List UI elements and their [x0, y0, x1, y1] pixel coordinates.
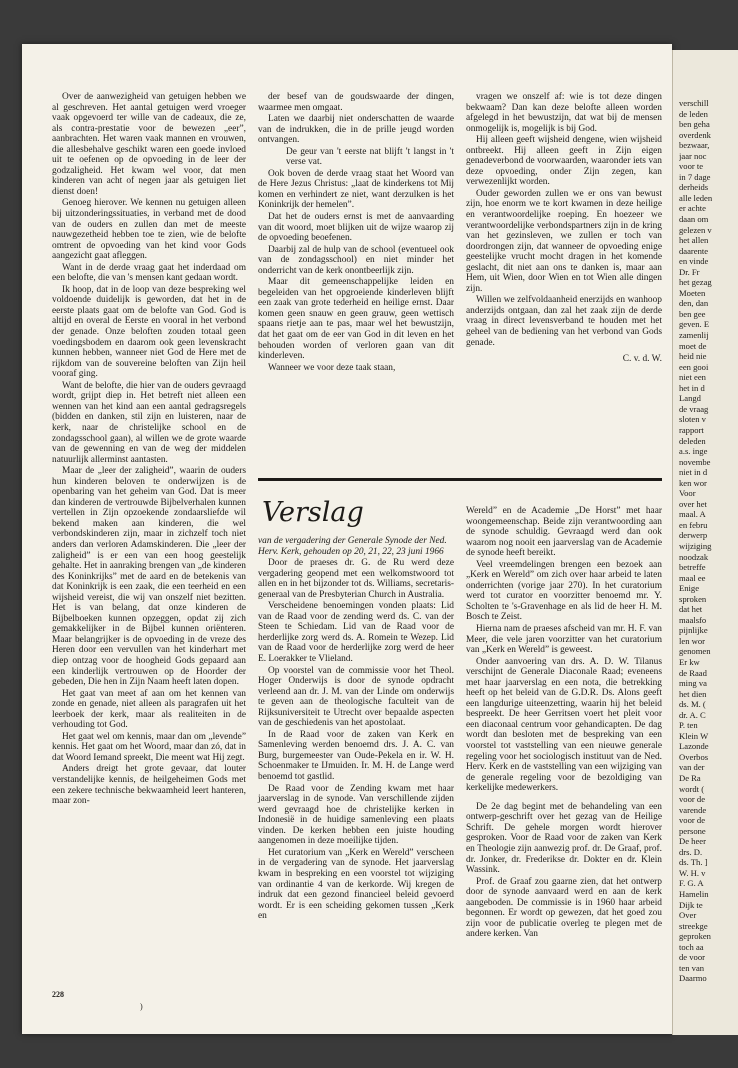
edge-line: er achte [679, 203, 706, 214]
edge-line: ten van [679, 962, 705, 973]
edge-line: maal ee [679, 572, 706, 583]
edge-line: betreffe [679, 562, 706, 573]
edge-line: novembe [679, 456, 711, 467]
magazine-page [22, 44, 672, 1034]
edge-line: derheids [679, 182, 709, 193]
paragraph: der besef van de goudswaarde der dingen, waarmee men omgaat. [258, 92, 454, 113]
edge-line: alle leden [679, 192, 713, 203]
edge-line: het allen [679, 235, 709, 246]
paragraph: vragen we onszelf af: wie is tot deze dingen bekwaam? Dan kan deze belofte alleen worden afgelegd in het bewustzijn, dat wat bij de mensen onmogelijk is, mogelijk is bij God. [466, 92, 662, 134]
edge-line: rapport [679, 424, 704, 435]
paragraph: Onder aanvoering van drs. A. D. W. Tilanus verschijnt de Generale Diaconale Raad; eveneens met haar jaarverslag en een nota, die betrekking heeft op het beleid van de G.D.R. Ds. Alons geeft een langdurige uiteenzetting, waarin hij het beleid bespreekt. De heer Gerritsen voert het pleit voor een diaconaal centrum voor gehandicapten. De dag wordt dan besloten met de bespreking van een voorstel tot vaststelling van een nieuwe generale regeling voor het sociologisch instituut van de Ned. Herv. Kerk en de vaststelling van een wijziging van de generale regeling voor de bezoldiging van kerkelijke medewerkers. [466, 656, 662, 794]
edge-line: Voor [679, 488, 696, 499]
edge-line: voor de [679, 794, 706, 805]
paragraph: Door de praeses dr. G. de Ru werd deze vergadering geopend met een welkomstwoord tot allen en in het bijzonder tot ds. Williams, secretaris-generaal van de Presbyterian Church in Australia. [258, 558, 454, 600]
paragraph: Het gaat wel om kennis, maar dan om „levende” kennis. Het gaat om het Woord, maar dan zó, dat in dat Woord Iemand spreekt, Die meent wat Hij zegt. [52, 731, 246, 763]
edge-line: ben geha [679, 119, 710, 130]
adjacent-page-text [679, 98, 738, 984]
paragraph: Ouder geworden zullen we er ons van bewust zijn, hoe enorm we te kort kwamen in deze heilige en verantwoordelijke roeping. En hoezeer we verantwoordelijke verbondspartners zijn in de kring van het gezinsleven, we zullen er toch van doordrongen zijn, dat wanneer de opvoeding enige geestelijke vrucht mocht dragen in het komende geslacht, dit niet aan ons te danken is, maar aan Hem, uit Wien, door Wien en tot Wien alle dingen zijn. [466, 188, 662, 294]
paragraph: Anders dreigt het grote gevaar, dat louter verstandelijke kennis, de heilgeheimen Gods met een zekere technische bekwaamheid leert hanteren, maar zon- [52, 764, 246, 807]
edge-line: derwerp [679, 530, 708, 541]
edge-line: len wor [679, 635, 706, 646]
paragraph: Verscheidene benoemingen vonden plaats: Lid van de Raad voor de zending werd ds. C. van der Steen te Schiedam. Lid van de Raad voor de herderlijke zorg werd ds. A. Romein te Wezep. Lid van de Raad voor de herderlijke zorg werd de heer E. Loerakker te Vlieland. [258, 601, 454, 665]
edge-line: geproken [679, 931, 711, 942]
section-subheading: van de vergadering der Generale Synode der Ned. Herv. Kerk, gehouden op 20, 21, 22, 23 juni 1966 [258, 536, 447, 557]
edge-line: geven. E [679, 319, 710, 330]
edge-line: Klein W [679, 730, 709, 741]
section-heading: Verslag [262, 497, 364, 528]
edge-line: het dien [679, 688, 707, 699]
section-divider [258, 478, 662, 481]
edge-line: de voor [679, 952, 706, 963]
paragraph: Want in de derde vraag gaat het inderdaad om een belofte, die van 's mensen kant gedaan wordt. [52, 262, 246, 284]
edge-line: jaar noc [679, 150, 707, 161]
paragraph: Laten we daarbij niet onderschatten de waarde van de indrukken, die in de prille jeugd worden ontvangen. [258, 114, 454, 146]
edge-line: F. G. A [679, 878, 704, 889]
edge-line: drs. D. [679, 846, 703, 857]
adjacent-page-edge [672, 50, 738, 1035]
edge-line: den, dan [679, 298, 709, 309]
edge-line: gelezen v [679, 224, 712, 235]
edge-line: deleden [679, 435, 706, 446]
edge-line: daan om [679, 214, 709, 225]
paragraph: Over de aanwezigheid van getuigen hebben we al geschreven. Het aantal getuigen werd vroeger vaak opgevoerd ter wille van de cadeaux, die ze, als contra-prestatie voor de bewezen „eer”, aanbrachten. Het waren vaak mannen en vrouwen, die allesbehalve geschikt waren een goede invloed uit te oefenen op de opvoeding in de leer der godzaligheid. Het kwam wel voor, dat men kinderen van acht of negen jaar als getuigen liet dienst doen! [52, 92, 246, 197]
edge-line: Moeten [679, 287, 706, 298]
paragraph: Het gaat van meet af aan om het kennen van zonde en genade, niet alleen als paragrafen uit het leerboek der kerk, maar als realiteiten in de verhouding tot God. [52, 688, 246, 731]
edge-line: de vraag [679, 403, 709, 414]
edge-line: ds. Th. ] [679, 857, 708, 868]
edge-line: over het [679, 498, 707, 509]
edge-line: in 7 dage [679, 171, 711, 182]
edge-line: een gooi [679, 361, 709, 372]
paragraph: In de Raad voor de zaken van Kerk en Samenleving werden benoemd drs. J. A. C. van Burg, burgemeester van Oude-Pekela en ir. W. H. Schoenmaker te IJmuiden. Ir. M. H. de Lange werd benoemd tot gastlid. [258, 729, 454, 783]
paragraph: Maar dit gemeenschappelijke leiden en begeleiden van het opgroeiende kinderleven blijft een zaak van grote tederheid en heilige ernst. Daar komen geen snauw en geen grauw, geen wettisch spaans rietje aan te pas, maar wel het bewustzijn, dat het gaat om de eer van God in dit leven en het behouden worden of verloren gaan van dit kinderleven. [258, 277, 454, 362]
edge-line: de leden [679, 108, 708, 119]
edge-line: sloten v [679, 414, 706, 425]
paragraph: Het curatorium van „Kerk en Wereld” verscheen in de vergadering van de synode. Het jaarverslag kwam in bespreking en een voorstel tot wijziging van ordinantie 4 van de kerkorde. Wij kregen de indruk dat een gezond financieel beleid gevoerd wordt. Er is een scheiding gekomen tussen „Kerk en [258, 847, 454, 922]
edge-line: Hamelin [679, 889, 709, 900]
edge-line: Daarmo [679, 973, 707, 984]
edge-line: dr. A. C [679, 709, 706, 720]
edge-line: wordt ( [679, 783, 705, 794]
edge-line: pijnlijke [679, 625, 708, 636]
paragraph: Wanneer we voor deze taak staan, [268, 362, 396, 373]
edge-line: Langd [679, 393, 701, 404]
paragraph: Willen we zelfvoldaanheid enerzijds en wanhoop anderzijds ontgaan, dan zal het zaak zijn de derde vraag in direct levensverband te houden met het geheel van de bediening van het verbond van Gods genade. [466, 295, 662, 348]
edge-line: genomen [679, 646, 711, 657]
edge-line: het in d [679, 382, 705, 393]
edge-line: voor te [679, 161, 704, 172]
edge-line: W. H. v [679, 867, 706, 878]
edge-line: daarente [679, 245, 709, 256]
edge-line: overdenk [679, 129, 711, 140]
edge-line: verschill [679, 98, 709, 108]
edge-line: bezwaar, [679, 140, 710, 151]
column-3-bottom [466, 506, 662, 941]
edge-line: Dijk te [679, 899, 703, 910]
edge-line: niet een [679, 372, 706, 383]
paragraph: Prof. de Graaf zou gaarne zien, dat het ontwerp door de synode aanvaard werd en aan de kerk aangeboden. De commissie is in 1960 haar arbeid begonnen. Er wordt op gewezen, dat het goed zou zijn voor de publicatie overleg te plegen met de andere kerken. Van [466, 876, 662, 940]
edge-line: en vinde [679, 256, 709, 267]
paragraph: Hierna nam de praeses afscheid van mr. H. F. van Meer, die vele jaren voorzitter van het curatorium van „Kerk en Wereld” is geweest. [466, 624, 662, 656]
paragraph: Op voorstel van de commissie voor het Theol. Hoger Onderwijs is door de synode opdracht verleend aan dr. J. M. van der Linde om onderwijs te geven aan de theologische faculteit van de Rijksuniversiteit te Utrecht over bepaalde aspecten van de geschiedenis van het apostolaat. [258, 665, 454, 729]
edge-line: Dr. Fr [679, 266, 700, 277]
edge-line: de Raad [679, 667, 707, 678]
paragraph: Daarbij zal de hulp van de school (eventueel ook van de zondagsschool) en niet minder het onderricht van de kerk onontbeerlijk zijn. [258, 244, 454, 276]
edge-line: van der [679, 762, 705, 773]
edge-line: De heer [679, 836, 706, 847]
edge-line: Over [679, 910, 697, 921]
edge-line: ken wor [679, 477, 707, 488]
edge-line: a.s. inge [679, 446, 708, 457]
quote: De geur van 't eerste nat blijft 't langst in 't verse vat. [286, 146, 454, 168]
edge-line: Lazonde [679, 741, 709, 752]
paragraph: Wereld” en de Academie „De Horst” met haar woongemeenschap. Beide zijn verantwoording aan de synode schuldig. Gevraagd werd dan ook waarom nog nooit een jaarverslag van de Academie de synode heeft bereikt. [466, 506, 662, 559]
page-mark: ) [140, 1002, 143, 1011]
paragraph: Dat het de ouders ernst is met de aanvaarding van dit woord, moet blijken uit de wijze waarop zij de opvoeding beoefenen. [258, 212, 454, 244]
paragraph: De 2e dag begint met de behandeling van een ontwerp-geschrift over het gezag van de Heilige Schrift. De gehele morgen wordt hierover gesproken. Voor de Raad voor de zaken van Kerk en Theologie zijn aanwezig prof. dr. De Graaf, prof. dr. Jonker, dr. Frederikse dr. Dokter en dr. Klein Wassink. [466, 801, 662, 876]
edge-line: moet de [679, 340, 707, 351]
paragraph: Ook boven de derde vraag staat het Woord van de Here Jezus Christus: „laat de kinderkens tot Mij komen en verhindert ze niet, want derzulken is het Koninkrijk der hemelen”. [258, 168, 454, 211]
edge-line: dat het [679, 604, 703, 615]
edge-line: Enige [679, 583, 700, 594]
edge-line: De Ra [679, 773, 701, 783]
edge-line: sproken [679, 593, 707, 604]
paragraph: Ik hoop, dat in de loop van deze bespreking wel voldoende duidelijk is geworden, dat het in de eerste plaats gaat om de belofte van God. God is altijd en overal de Eerste en vooral in het verbond der genade. Onze beloften zouden totaal geen voedingsbodem en daarom ook geen levenskracht kunnen hebben, wanneer niet God de Here met de rijkdom van de souvereine beloften van Zijn heil vooraf ging. [52, 284, 246, 380]
edge-line: maalsfo [679, 614, 707, 625]
edge-line: voor de [679, 815, 706, 826]
edge-line: zamenlij [679, 330, 709, 341]
edge-line: varende [679, 804, 707, 815]
edge-line: heid nie [679, 351, 707, 362]
paragraph: De Raad voor de Zending kwam met haar jaarverslag in de synode. Van verschillende zijden werd gevraagd hoe de christelijke kerken in Indonesië in de huidige samenleving een plaats vinden. De kerken hebben een juiste houding aangenomen in deze moeilijke tijden. [258, 783, 454, 847]
edge-line: het gezag [679, 277, 712, 288]
edge-line: ds. M. ( [679, 699, 706, 710]
paragraph: Maar de „leer der zaligheid”, waarin de ouders hun kinderen beloven te onderwijzen is de openbaring van het geheim van God. Dat is meer dan kinderen de vertrouwde Bijbelverhalen kunnen vertellen in Zijn opzoekende zondaarsliefde wil bekend maken aan kinderen, die wel verbondskinderen zijn, maar in zichzelf toch niet anders dan verloren Adamskinderen. Die „leer der zaligheid” is er een van een hoog geestelijk gehalte. Het in aanraking brengen van „de kinderen des Koninkrijks” met de aard en de betekenis van dat Koninkrijk is een zaak, die een teerheid en een wijsheid vereist, die wij van onszelf niet bezitten. Het is van belang, dat onze kinderen de Bijbelboeken kunnen opzeggen, opdat zij zich gemakkelijker in de Bijbel kunnen oriënteren. Maar belangrijker is de opvoeding in de vreze des Heren door een vervullen van het kinderhart met diep ontzag voor de hoogheid Gods gepaard aan een kinderlijk vertrouwen op de Hoorder der gebeden, Die hen in Zijn Naam heeft laten dopen. [52, 466, 246, 688]
column-3-top [466, 92, 662, 365]
edge-line: toch aa [679, 941, 704, 952]
edge-line: Er kw [679, 656, 700, 667]
page-number: 228 [52, 990, 64, 999]
edge-line: noodzak [679, 551, 709, 562]
paragraph: Want de belofte, die hier van de ouders gevraagd wordt, grijpt diep in. Het betreft niet alleen een wennen van het kind aan een aantal gedragsregels (bidden en danken, stil zijn en luisteren, naar de kerk, naar de christelijke school en de zondagsschool gaan), al willen we de grote waarde van de gewenning en van de weg der middelen natuurlijk allerminst aantasten. [52, 380, 246, 465]
edge-line: ben gee [679, 308, 706, 319]
edge-line: wijziging [679, 540, 712, 551]
author-signature: C. v. d. W. [622, 354, 662, 365]
paragraph: Hij alleen geeft wijsheid dengene, wien wijsheid ontbreekt. Hij alleen geeft in Zijn eigen genadeverbond de voorwaarden, waaronder iets van deze opvoeding, onder Zijn zegen, kan verwezenlijkt worden. [466, 135, 662, 188]
column-2-bottom [258, 492, 454, 923]
edge-line: Overbos [679, 751, 709, 762]
edge-line: niet in d [679, 467, 708, 478]
edge-line: streekge [679, 920, 708, 931]
edge-line: maal. A [679, 509, 706, 520]
paragraph: Genoeg hierover. We kennen nu getuigen alleen bij uitzonderingssituaties, in verband met de dood van de ouders en zullen dan met de meeste nauwgezetheid hebben toe te zien, wie de belofte omtrent de opvoeding van het kind voor Gods aangezicht gaat afleggen. [52, 198, 246, 262]
column-2-top [258, 92, 454, 374]
edge-line: persone [679, 825, 706, 836]
edge-line: ming va [679, 678, 707, 689]
edge-line: en febru [679, 519, 708, 530]
edge-line: P. ten [679, 720, 698, 731]
paragraph: Veel vreemdelingen brengen een bezoek aan „Kerk en Wereld” om zich over haar arbeid te laten onderrichten (vorige jaar 270). In het curatorium werd tot curator en voorzitter benoemd mr. Y. Scholten te 's-Gravenhage en als lid de heer H. M. Bosch te Zeist. [466, 559, 662, 623]
column-1 [52, 92, 246, 808]
